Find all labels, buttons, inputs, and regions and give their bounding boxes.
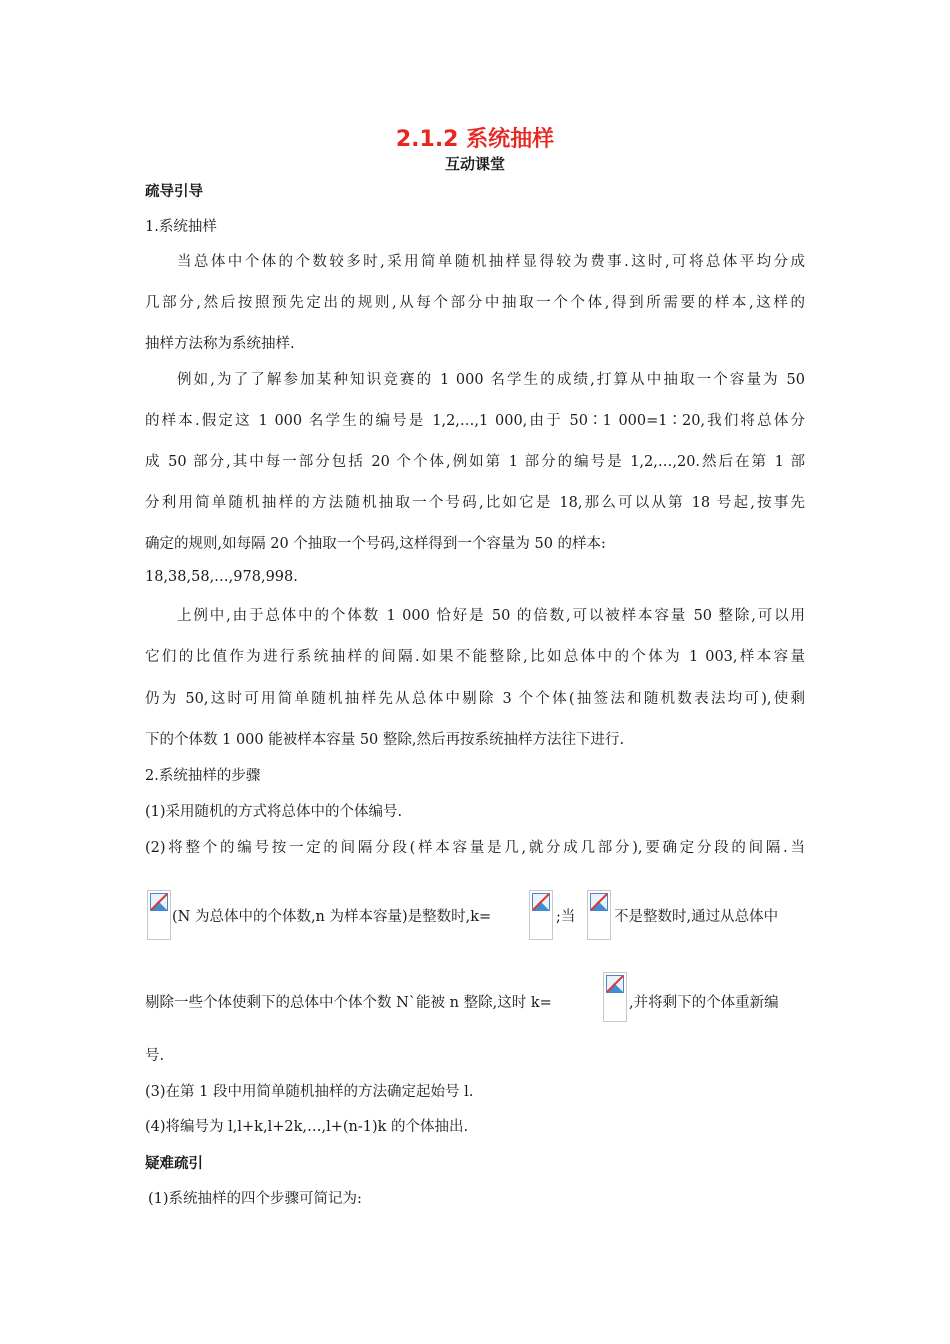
paragraph-line: 18,38,58,…,978,998. <box>145 569 298 585</box>
step-3: (3)在第 1 段中用简单随机抽样的方法确定起始号 l. <box>145 1084 474 1100</box>
item-systematic-sampling: 1.系统抽样 <box>145 219 217 235</box>
page-subtitle: 互动课堂 <box>444 155 505 173</box>
paragraph-line: 成 50 部分,其中每一部分包括 20 个个体,例如第 1 部分的编号是 1,2,…,20.然后在第 1 部 <box>145 454 805 470</box>
formula-image <box>145 890 173 940</box>
section-heading-guide: 疏导引导 <box>145 184 203 200</box>
step-2-text-e: ,并将剩下的个体重新编 <box>629 995 779 1011</box>
step-2-text-c: 不是整数时,通过从总体中 <box>614 909 779 925</box>
paragraph-line: 上例中,由于总体中的个体数 1 000 恰好是 50 的倍数,可以被样本容量 50 整除,可以用 <box>177 608 805 624</box>
difficulty-item-1: (1)系统抽样的四个步骤可简记为: <box>148 1191 362 1207</box>
formula-image <box>527 890 555 940</box>
step-2-text-f: 号. <box>145 1048 165 1064</box>
step-4: (4)将编号为 l,l+k,l+2k,…,l+(n-1)k 的个体抽出. <box>145 1119 469 1135</box>
step-2: (2)将整个的编号按一定的间隔分段(样本容量是几,就分成几部分),要确定分段的间隔.当 <box>145 840 805 856</box>
step-2-text-d: 剔除一些个体使剩下的总体中个体个数 N`能被 n 整除,这时 k= <box>145 995 552 1011</box>
paragraph-line: 下的个体数 1 000 能被样本容量 50 整除,然后再按系统抽样方法往下进行. <box>145 732 625 748</box>
paragraph-line: 当总体中个体的个数较多时,采用简单随机抽样显得较为费事.这时,可将总体平均分成 <box>177 254 805 270</box>
paragraph-line: 例如,为了了解参加某种知识竞赛的 1 000 名学生的成绩,打算从中抽取一个容量为 50 <box>177 372 805 388</box>
paragraph-line: 分利用简单随机抽样的方法随机抽取一个号码,比如它是 18,那么可以从第 18 号起,按事先 <box>145 495 805 511</box>
paragraph-line: 的样本.假定这 1 000 名学生的编号是 1,2,…,1 000,由于 50∶1 000=1∶20,我们将总体分 <box>145 413 805 429</box>
broken-image-icon <box>590 893 608 911</box>
step-2-text-b: ;当 <box>556 909 576 925</box>
broken-image-icon <box>532 893 550 911</box>
broken-image-icon <box>606 975 624 993</box>
paragraph-line: 确定的规则,如每隔 20 个抽取一个号码,这样得到一个容量为 50 的样本: <box>145 536 606 552</box>
broken-image-icon <box>150 893 168 911</box>
formula-image <box>585 890 613 940</box>
section-heading-difficulties: 疑难疏引 <box>145 1156 203 1172</box>
step-2-text-a: (N 为总体中的个体数,n 为样本容量)是整数时,k= <box>172 909 492 925</box>
paragraph-line: 仍为 50,这时可用简单随机抽样先从总体中剔除 3 个个体(抽签法和随机数表法均可),使剩 <box>145 691 805 707</box>
step-1: (1)采用随机的方式将总体中的个体编号. <box>145 804 403 820</box>
page-title: 2.1.2 系统抽样 <box>395 127 555 152</box>
item-steps: 2.系统抽样的步骤 <box>145 768 261 784</box>
formula-image <box>601 972 629 1022</box>
paragraph-line: 几部分,然后按照预先定出的规则,从每个部分中抽取一个个体,得到所需要的样本,这样的 <box>145 295 805 311</box>
paragraph-line: 它们的比值作为进行系统抽样的间隔.如果不能整除,比如总体中的个体为 1 003,样本容量 <box>145 649 805 665</box>
paragraph-line: 抽样方法称为系统抽样. <box>145 336 295 352</box>
